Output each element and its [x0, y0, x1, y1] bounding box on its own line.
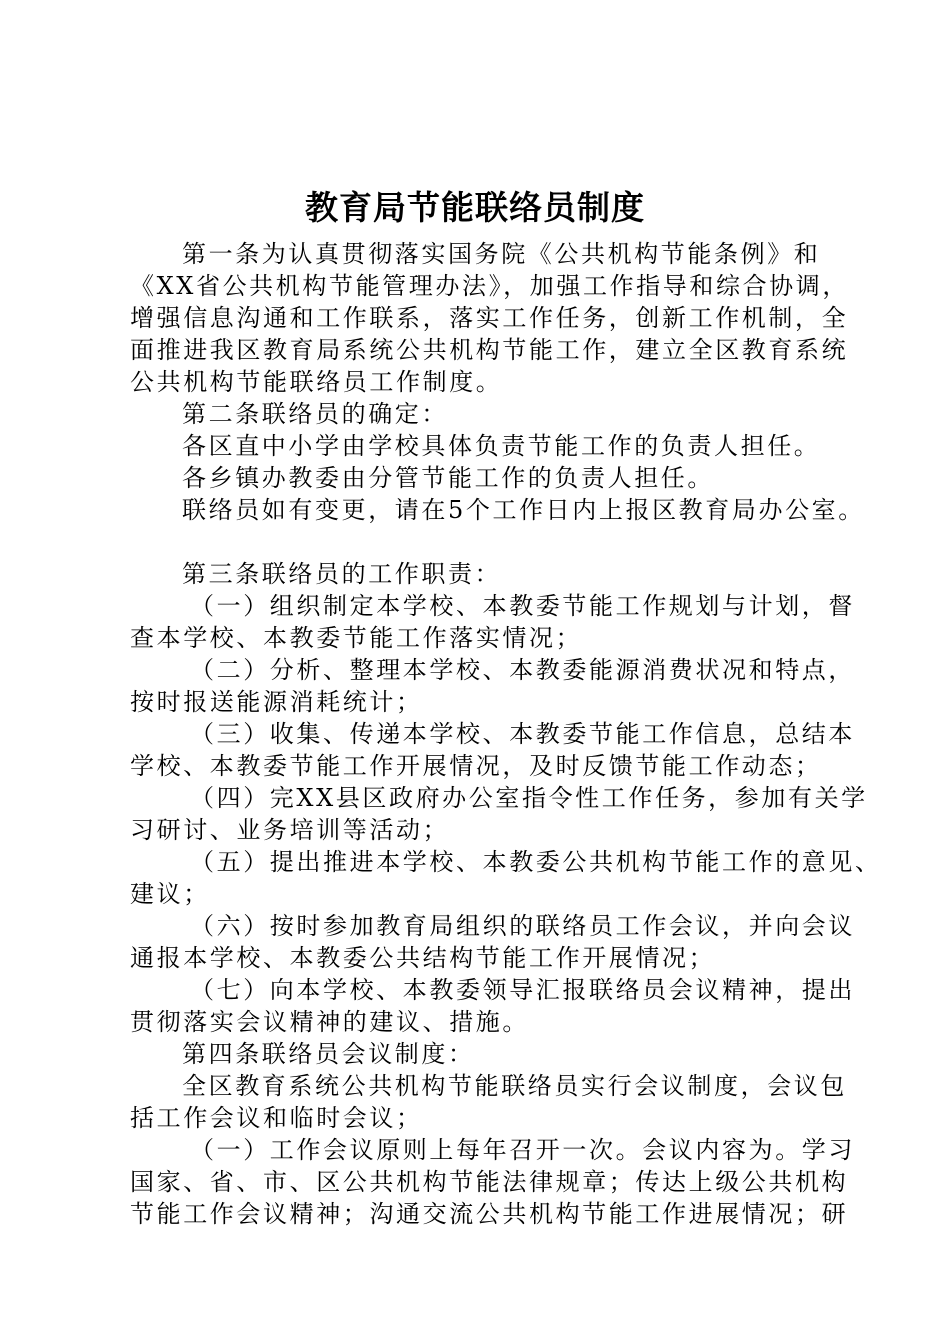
paragraph-line: 各区直中小学由学校具体负责节能工作的负责人担任。	[182, 432, 821, 460]
paragraph-line: （四）完XX县区政府办公室指令性工作任务，参加有关学	[190, 784, 868, 812]
paragraph-line: 习研讨、业务培训等活动；	[130, 816, 450, 844]
paragraph-line: 按时报送能源消耗统计；	[130, 688, 423, 716]
paragraph-line: 国家、省、市、区公共机构节能法律规章；传达上级公共机构	[130, 1168, 849, 1196]
paragraph-line: （一）组织制定本学校、本教委节能工作规划与计划，督	[190, 592, 855, 620]
document-body	[130, 238, 882, 1230]
section-heading: 第二条联络员的确定：	[182, 400, 448, 428]
paragraph-line: （六）按时参加教育局组织的联络员工作会议，并向会议	[190, 912, 855, 940]
paragraph-line: 各乡镇办教委由分管节能工作的负责人担任。	[182, 464, 714, 492]
paragraph-line: 《XX省公共机构节能管理办法》，加强工作指导和综合协调，	[130, 272, 849, 300]
paragraph-line: 联络员如有变更，请在5个工作日内上报区教育局办公室。	[182, 496, 865, 524]
document-title: 教育局节能联络员制度	[305, 188, 645, 227]
paragraph-line: 第一条为认真贯彻落实国务院《公共机构节能条例》和	[182, 240, 821, 268]
paragraph-line: 贯彻落实会议精神的建议、措施。	[130, 1008, 529, 1036]
paragraph-line: 面推进我区教育局系统公共机构节能工作，建立全区教育系统	[130, 336, 849, 364]
paragraph-line: 节能工作会议精神；沟通交流公共机构节能工作进展情况；研	[130, 1200, 849, 1228]
paragraph-line: 通报本学校、本教委公共结构节能工作开展情况；	[130, 944, 716, 972]
paragraph-line: 学校、本教委节能工作开展情况，及时反馈节能工作动态；	[130, 752, 822, 780]
blank-line	[130, 526, 840, 558]
paragraph-line: 查本学校、本教委节能工作落实情况；	[130, 624, 583, 652]
paragraph-line: （一）工作会议原则上每年召开一次。会议内容为。学习	[190, 1136, 855, 1164]
paragraph-line: 全区教育系统公共机构节能联络员实行会议制度，会议包	[182, 1072, 847, 1100]
paragraph-line: 增强信息沟通和工作联系，落实工作任务，创新工作机制，全	[130, 304, 849, 332]
section-heading: 第四条联络员会议制度：	[182, 1040, 475, 1068]
paragraph-line: 建议；	[130, 880, 210, 908]
paragraph-line: （二）分析、整理本学校、本教委能源消费状况和特点，	[190, 656, 855, 684]
paragraph-line: （七）向本学校、本教委领导汇报联络员会议精神，提出	[190, 976, 855, 1004]
paragraph-line: 括工作会议和临时会议；	[130, 1104, 423, 1132]
paragraph-line: （五）提出推进本学校、本教委公共机构节能工作的意见、	[190, 848, 882, 876]
paragraph-line: 公共机构节能联络员工作制度。	[130, 368, 503, 396]
paragraph-line: （三）收集、传递本学校、本教委节能工作信息，总结本	[190, 720, 855, 748]
section-heading: 第三条联络员的工作职责：	[182, 560, 502, 588]
